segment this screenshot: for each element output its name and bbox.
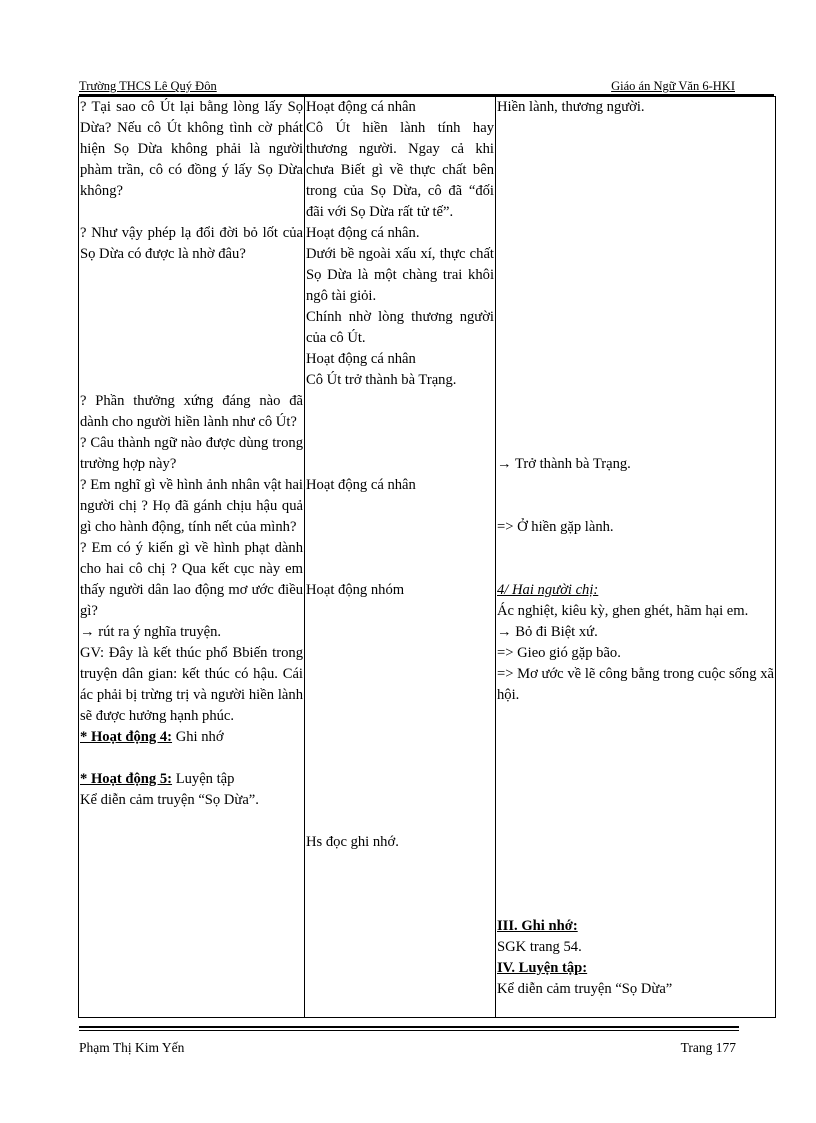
content-4: Ác nghiệt, kiêu kỳ, ghen ghét, hãm hại em. (497, 603, 749, 619)
footer-rule (79, 1026, 739, 1028)
teacher-note: GV: Đây là kết thúc phổ Bbiến trong truyện dân gian: kết thúc có hậu. Cái ác phải bị trừng trị và người hiền lành sẽ được hưởng hạnh phúc. (80, 645, 303, 724)
question-5: ? Em nghĩ gì về hình ảnh nhân vật hai người chị ? Họ đã gánh chịu hậu quả gì cho hành động, tính nết của mình? (80, 477, 303, 535)
question-2: ? Như vậy phép lạ đổi đời bỏ lốt của Sọ Dừa có được là nhờ đâu? (80, 225, 303, 262)
content-2: → Trở thành bà Trạng. (497, 456, 631, 472)
lesson-table (78, 96, 776, 1018)
content-8: SGK trang 54. (497, 939, 582, 955)
answer-2: Dưới bề ngoài xấu xí, thực chất Sọ Dừa là một chàng trai khôi ngô tài giỏi. (306, 246, 494, 304)
activity-group: Hoạt động nhóm (306, 582, 405, 598)
activity-individual-1: Hoạt động cá nhân (306, 99, 416, 115)
activity-4-label: * Hoạt động 4: (80, 729, 173, 745)
practice-task: Kể diễn cảm truyện “Sọ Dừa”. (80, 792, 259, 808)
content-6: => Gieo gió gặp bão. (497, 645, 621, 661)
read-memo: Hs đọc ghi nhớ. (306, 834, 399, 850)
question-6: ? Em có ý kiến gì về hình phạt dành cho hai cô chị ? Qua kết cục này em thấy người dân lao động mơ ước điều gì? (80, 540, 303, 619)
content-5: → Bỏ đi Biệt xứ. (497, 624, 598, 640)
question-4: ? Câu thành ngữ nào được dùng trong trường hợp này? (80, 435, 303, 472)
student-column (305, 97, 496, 1018)
meaning-note: → rút ra ý nghĩa truyện. (80, 624, 222, 640)
question-3: ? Phần thưởng xứng đáng nào đã dành cho người hiền lành như cô Út? (80, 393, 303, 430)
page-header (79, 77, 735, 95)
activity-4-text: Ghi nhớ (175, 729, 224, 745)
section-two-sisters: 4/ Hai người chị: (497, 582, 599, 598)
activity-5-label: * Hoạt động 5: (80, 771, 173, 787)
content-column (496, 97, 776, 1018)
content-9: Kể diễn cảm truyện “Sọ Dừa” (497, 981, 673, 997)
content-3: => Ở hiền gặp lành. (497, 519, 614, 535)
activity-5 (80, 769, 303, 790)
author-name: Phạm Thị Kim Yến (79, 1040, 185, 1055)
activity-individual-2: Hoạt động cá nhân. (306, 225, 420, 241)
question-1: ? Tại sao cô Út lại bằng lòng lấy Sọ Dừa? Nếu cô Út không tình cờ phát hiện Sọ Dừa không phải là người phàm trần, cô có đồng ý lấy Sọ Dừa không? (80, 99, 303, 199)
subject-title: Giáo án Ngữ Văn 6-HKI (611, 79, 735, 93)
page-number: Trang 177 (680, 1040, 736, 1055)
school-name: Trường THCS Lê Quý Đôn (79, 79, 217, 93)
answer-3: Chính nhờ lòng thương người của cô Út. (306, 309, 494, 346)
content-7: => Mơ ước về lẽ công bằng trong cuộc sống xã hội. (497, 666, 774, 703)
activity-5-text: Luyện tập (175, 771, 235, 787)
teacher-column (79, 97, 305, 1018)
section-memo: III. Ghi nhớ: (497, 918, 578, 934)
answer-4: Cô Út trở thành bà Trạng. (306, 372, 457, 388)
activity-individual-3: Hoạt động cá nhân (306, 351, 416, 367)
footer-rule-thin (79, 1030, 739, 1031)
answer-1: Cô Út hiền lành tính hay thương người. Ngay cả khi chưa Biết gì về thực chất bên trong của Sọ Dừa, cô đã “đối đãi với Sọ Dừa rất tử tế”. (306, 120, 494, 220)
activity-individual-4: Hoạt động cá nhân (306, 477, 416, 493)
content-1: Hiền lành, thương người. (497, 99, 645, 115)
section-practice: IV. Luyện tập: (497, 960, 588, 976)
table-row (79, 97, 776, 1018)
activity-4 (80, 727, 303, 748)
